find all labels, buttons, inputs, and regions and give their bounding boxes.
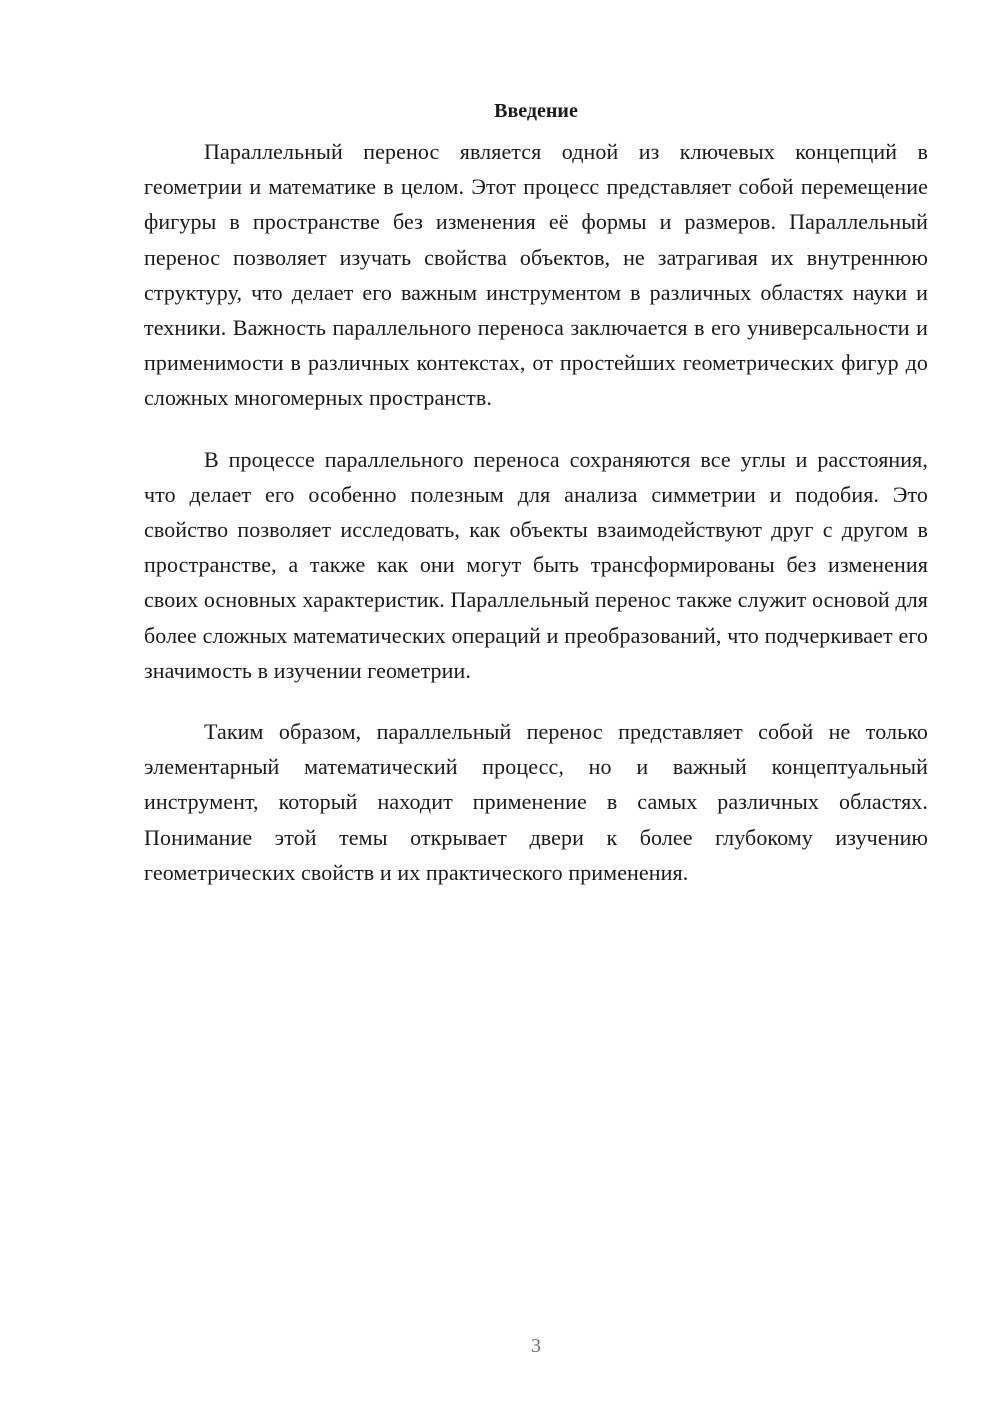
page-number: 3 xyxy=(531,1335,541,1357)
page-content xyxy=(144,96,928,890)
paragraph-1: Параллельный перенос является одной из ключевых концепций в геометрии и математике в целом. Этот процесс представляет собой перемещение фигуры в пространстве без изменения её формы и размеров. Параллельный перенос позволяет изучать свойства объектов, не затрагивая их внутреннюю структуру, что делает его важным инструментом в различных областях науки и техники. Важность параллельного переноса заключается в его универсальности и применимости в различных контекстах, от простейших геометрических фигур до сложных многомерных пространств. xyxy=(144,139,928,411)
paragraph-2: В процессе параллельного переноса сохраняются все углы и расстояния, что делает его особенно полезным для анализа симметрии и подобия. Это свойство позволяет исследовать, как объекты взаимодействуют друг с другом в пространстве, а также как они могут быть трансформированы без изменения своих основных характеристик. Параллельный перенос также служит основой для более сложных математических операций и преобразований, что подчеркивает его значимость в изучении геометрии. xyxy=(144,446,928,683)
section-title: Введение xyxy=(494,100,578,122)
paragraph-3: Таким образом, параллельный перенос представляет собой не только элементарный математический процесс, но и важный концептуальный инструмент, который находит применение в самых различных областях. Понимание этой темы открывает двери к более глубокому изучению геометрических свойств и их практического применения. xyxy=(144,719,928,885)
